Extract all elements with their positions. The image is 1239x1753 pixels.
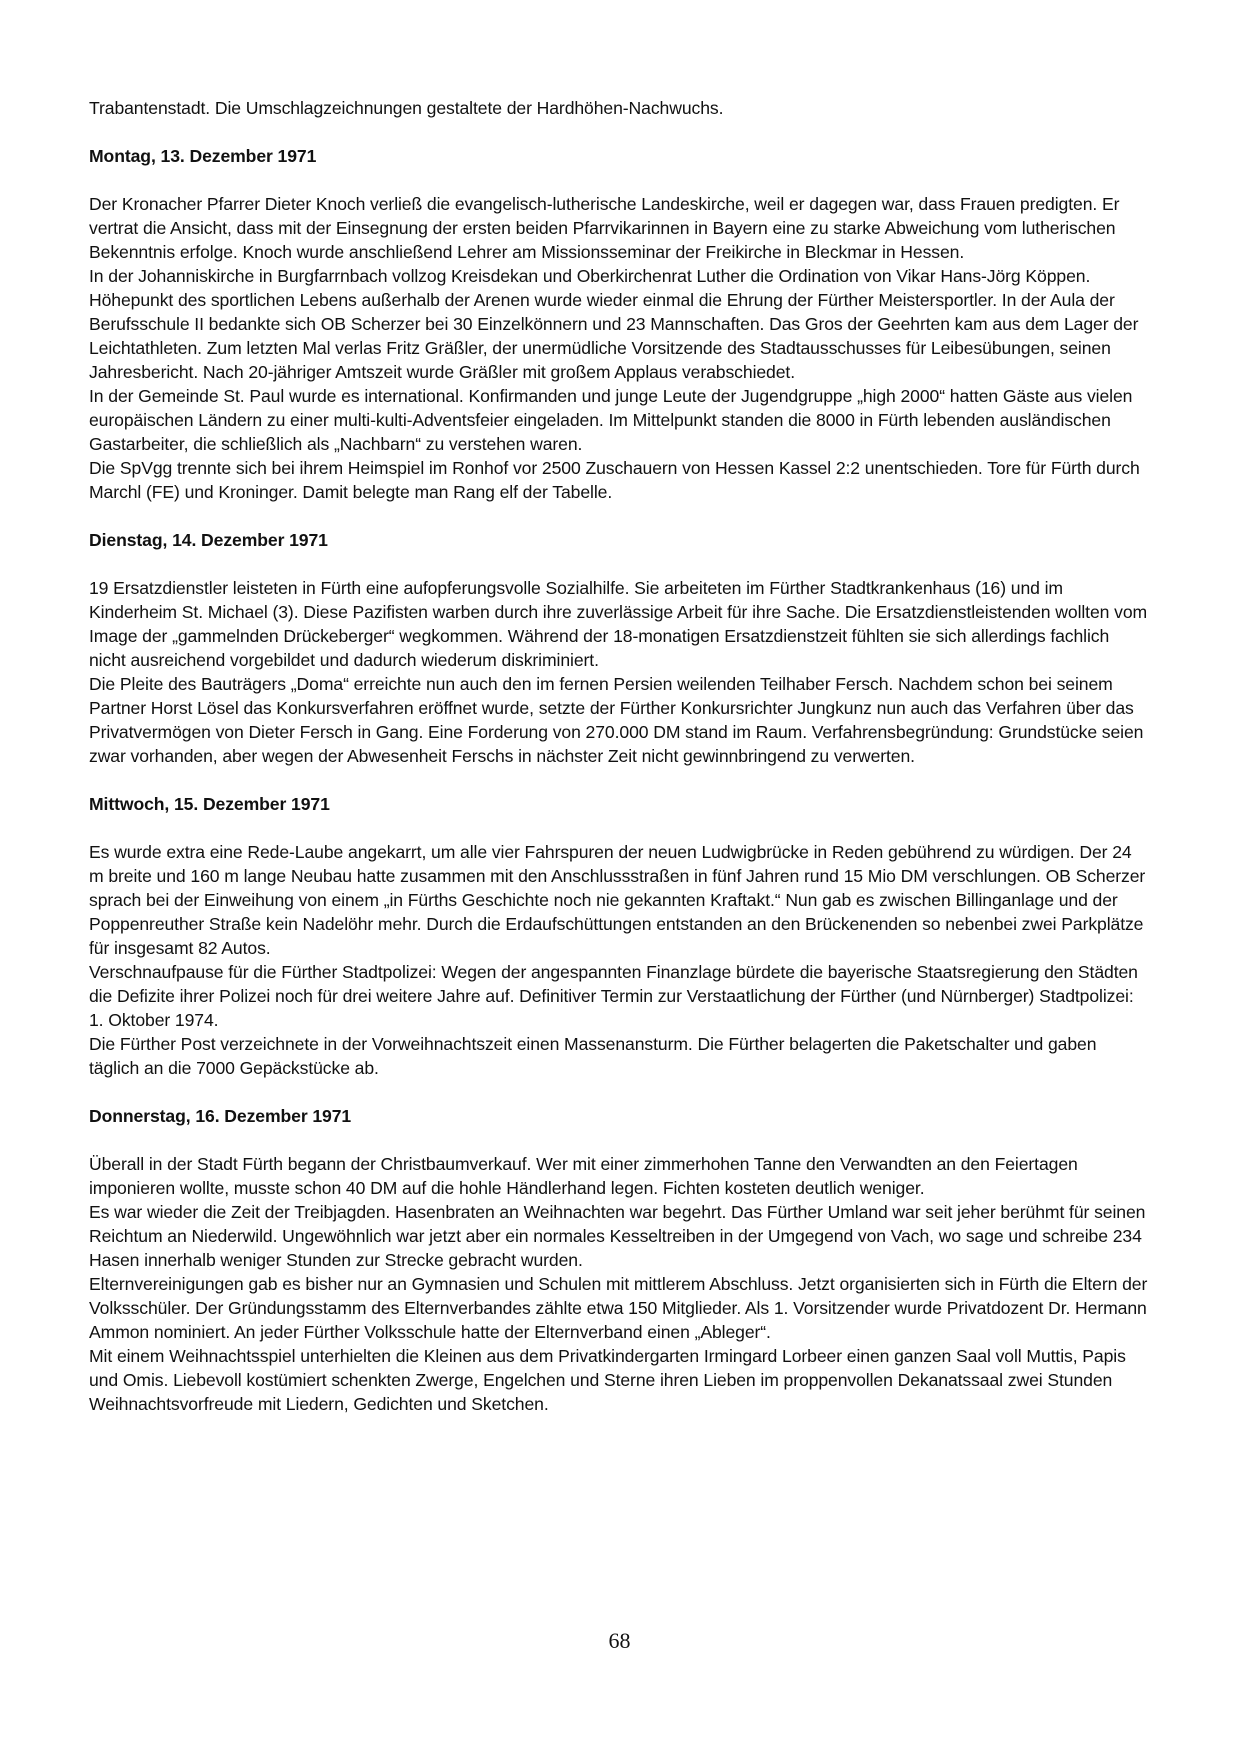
page-number: 68 [608,1628,631,1653]
section-heading: Donnerstag, 16. Dezember 1971 [89,1106,352,1126]
paragraph: Der Kronacher Pfarrer Dieter Knoch verließ die evangelisch-lutherische Landeskirche, weil er dagegen war, dass Frauen predigten. Er vertrat die Ansicht, dass mit der Einsegnung der ersten beiden Pfarrvikarinnen in Bayern eine zu starke Abweichung vom lutherischen Bekenntnis erfolge. Knoch wurde anschließend Lehrer am Missionsseminar der Freikirche in Bleckmar in Hessen. [89,194,1120,262]
paragraph: Die Fürther Post verzeichnete in der Vorweihnachtszeit einen Massenansturm. Die Fürther belagerten die Paketschalter und gaben täglich an die 7000 Gepäckstücke ab. [89,1034,1097,1078]
paragraph: In der Gemeinde St. Paul wurde es international. Konfirmanden und junge Leute der Jugendgruppe „high 2000“ hatten Gäste aus vielen europäischen Ländern zu einer multi-kulti-Adventsfeier eingeladen. Im Mittelpunkt standen die 8000 in Fürth lebenden ausländischen Gastarbeiter, die schließlich als „Nachbarn“ zu verstehen waren. [89,386,1133,454]
section-wednesday [89,768,1149,1080]
document-page [89,96,1149,1416]
paragraph: Überall in der Stadt Fürth begann der Christbaumverkauf. Wer mit einer zimmerhohen Tanne den Verwandten an den Feiertagen imponieren wollte, musste schon 40 DM auf die hohle Händlerhand legen. Fichten kosteten deutlich weniger. [89,1154,1078,1198]
paragraph: Höhepunkt des sportlichen Lebens außerhalb der Arenen wurde wieder einmal die Ehrung der Fürther Meistersportler. In der Aula der Berufsschule II bedankte sich OB Scherzer bei 30 Einzelkönnern und 23 Mannschaften. Das Gros der Geehrten kam aus dem Lager der Leichtathleten. Zum letzten Mal verlas Fritz Gräßler, der unermüdliche Vorsitzende des Stadtausschusses für Leibesübungen, seinen Jahresbericht. Nach 20-jähriger Amtszeit wurde Gräßler mit großem Applaus verabschiedet. [89,290,1139,382]
paragraph: Mit einem Weihnachtsspiel unterhielten die Kleinen aus dem Privatkindergarten Irmingard Lorbeer einen ganzen Saal voll Muttis, Papis und Omis. Liebevoll kostümiert schenkten Zwerge, Engelchen und Sterne ihren Lieben im proppenvollen Dekanatssaal zwei Stunden Weihnachtsvorfreude mit Liedern, Gedichten und Sketchen. [89,1346,1126,1414]
paragraph: Elternvereinigungen gab es bisher nur an Gymnasien und Schulen mit mittlerem Abschluss. Jetzt organisierten sich in Fürth die Eltern der Volksschüler. Der Gründungsstamm des Elternverbandes zählte etwa 150 Mitglieder. Als 1. Vorsitzender wurde Privatdozent Dr. Hermann Ammon nominiert. An jeder Fürther Volksschule hatte der Elternverband einen „Ableger“. [89,1274,1148,1342]
section-thursday [89,1080,1149,1416]
paragraph: Die SpVgg trennte sich bei ihrem Heimspiel im Ronhof vor 2500 Zuschauern von Hessen Kassel 2:2 unentschieden. Tore für Fürth durch Marchl (FE) und Kroninger. Damit belegte man Rang elf der Tabelle. [89,458,1140,502]
section-monday [89,120,1149,504]
section-heading: Montag, 13. Dezember 1971 [89,146,317,166]
paragraph: Es wurde extra eine Rede-Laube angekarrt, um alle vier Fahrspuren der neuen Ludwigbrücke in Reden gebührend zu würdigen. Der 24 m breite und 160 m lange Neubau hatte zusammen mit den Anschlussstraßen in fünf Jahren rund 15 Mio DM verschlungen. OB Scherzer sprach bei der Einweihung von einem „in Fürths Geschichte noch nie gekannten Kraftakt.“ Nun gab es zwischen Billinganlage und der Poppenreuther Straße kein Nadelöhr mehr. Durch die Erdaufschüttungen entstanden an den Brückenenden so nebenbei zwei Parkplätze für insgesamt 82 Autos. [89,842,1146,958]
paragraph: 19 Ersatzdienstler leisteten in Fürth eine aufopferungsvolle Sozialhilfe. Sie arbeiteten im Fürther Stadtkrankenhaus (16) und im Kinderheim St. Michael (3). Diese Pazifisten warben durch ihre zuverlässige Arbeit für ihre Sache. Die Ersatzdienstleistenden wollten vom Image der „gammelnden Drückeberger“ wegkommen. Während der 18-monatigen Ersatzdienstzeit fühlten sie sich allerdings fachlich nicht ausreichend vorgebildet und dadurch wiederum diskriminiert. [89,578,1148,670]
intro-paragraph: Trabantenstadt. Die Umschlagzeichnungen gestaltete der Hardhöhen-Nachwuchs. [89,98,724,118]
section-heading: Dienstag, 14. Dezember 1971 [89,530,328,550]
paragraph: Es war wieder die Zeit der Treibjagden. Hasenbraten an Weihnachten war begehrt. Das Fürther Umland war seit jeher berühmt für seinen Reichtum an Niederwild. Ungewöhnlich war jetzt aber ein normales Kesseltreiben in der Umgegend von Vach, wo sage und schreibe 234 Hasen innerhalb weniger Stunden zur Strecke gebracht wurden. [89,1202,1146,1270]
section-heading: Mittwoch, 15. Dezember 1971 [89,794,330,814]
paragraph: In der Johanniskirche in Burgfarrnbach vollzog Kreisdekan und Oberkirchenrat Luther die Ordination von Vikar Hans-Jörg Köppen. [89,266,1091,286]
paragraph: Verschnaufpause für die Fürther Stadtpolizei: Wegen der angespannten Finanzlage bürdete die bayerische Staatsregierung den Städten die Defizite ihrer Polizei noch für drei weitere Jahre auf. Definitiver Termin zur Verstaatlichung der Fürther (und Nürnberger) Stadtpolizei: 1. Oktober 1974. [89,962,1138,1030]
section-tuesday [89,504,1149,768]
paragraph: Die Pleite des Bauträgers „Doma“ erreichte nun auch den im fernen Persien weilenden Teilhaber Fersch. Nachdem schon bei seinem Partner Horst Lösel das Konkursverfahren eröffnet wurde, setzte der Fürther Konkursrichter Jungkunz nun auch das Verfahren über das Privatvermögen von Dieter Fersch in Gang. Eine Forderung von 270.000 DM stand im Raum. Verfahrensbegründung: Grundstücke seien zwar vorhanden, aber wegen der Abwesenheit Ferschs in nächster Zeit nicht gewinnbringend zu verwerten. [89,674,1144,766]
